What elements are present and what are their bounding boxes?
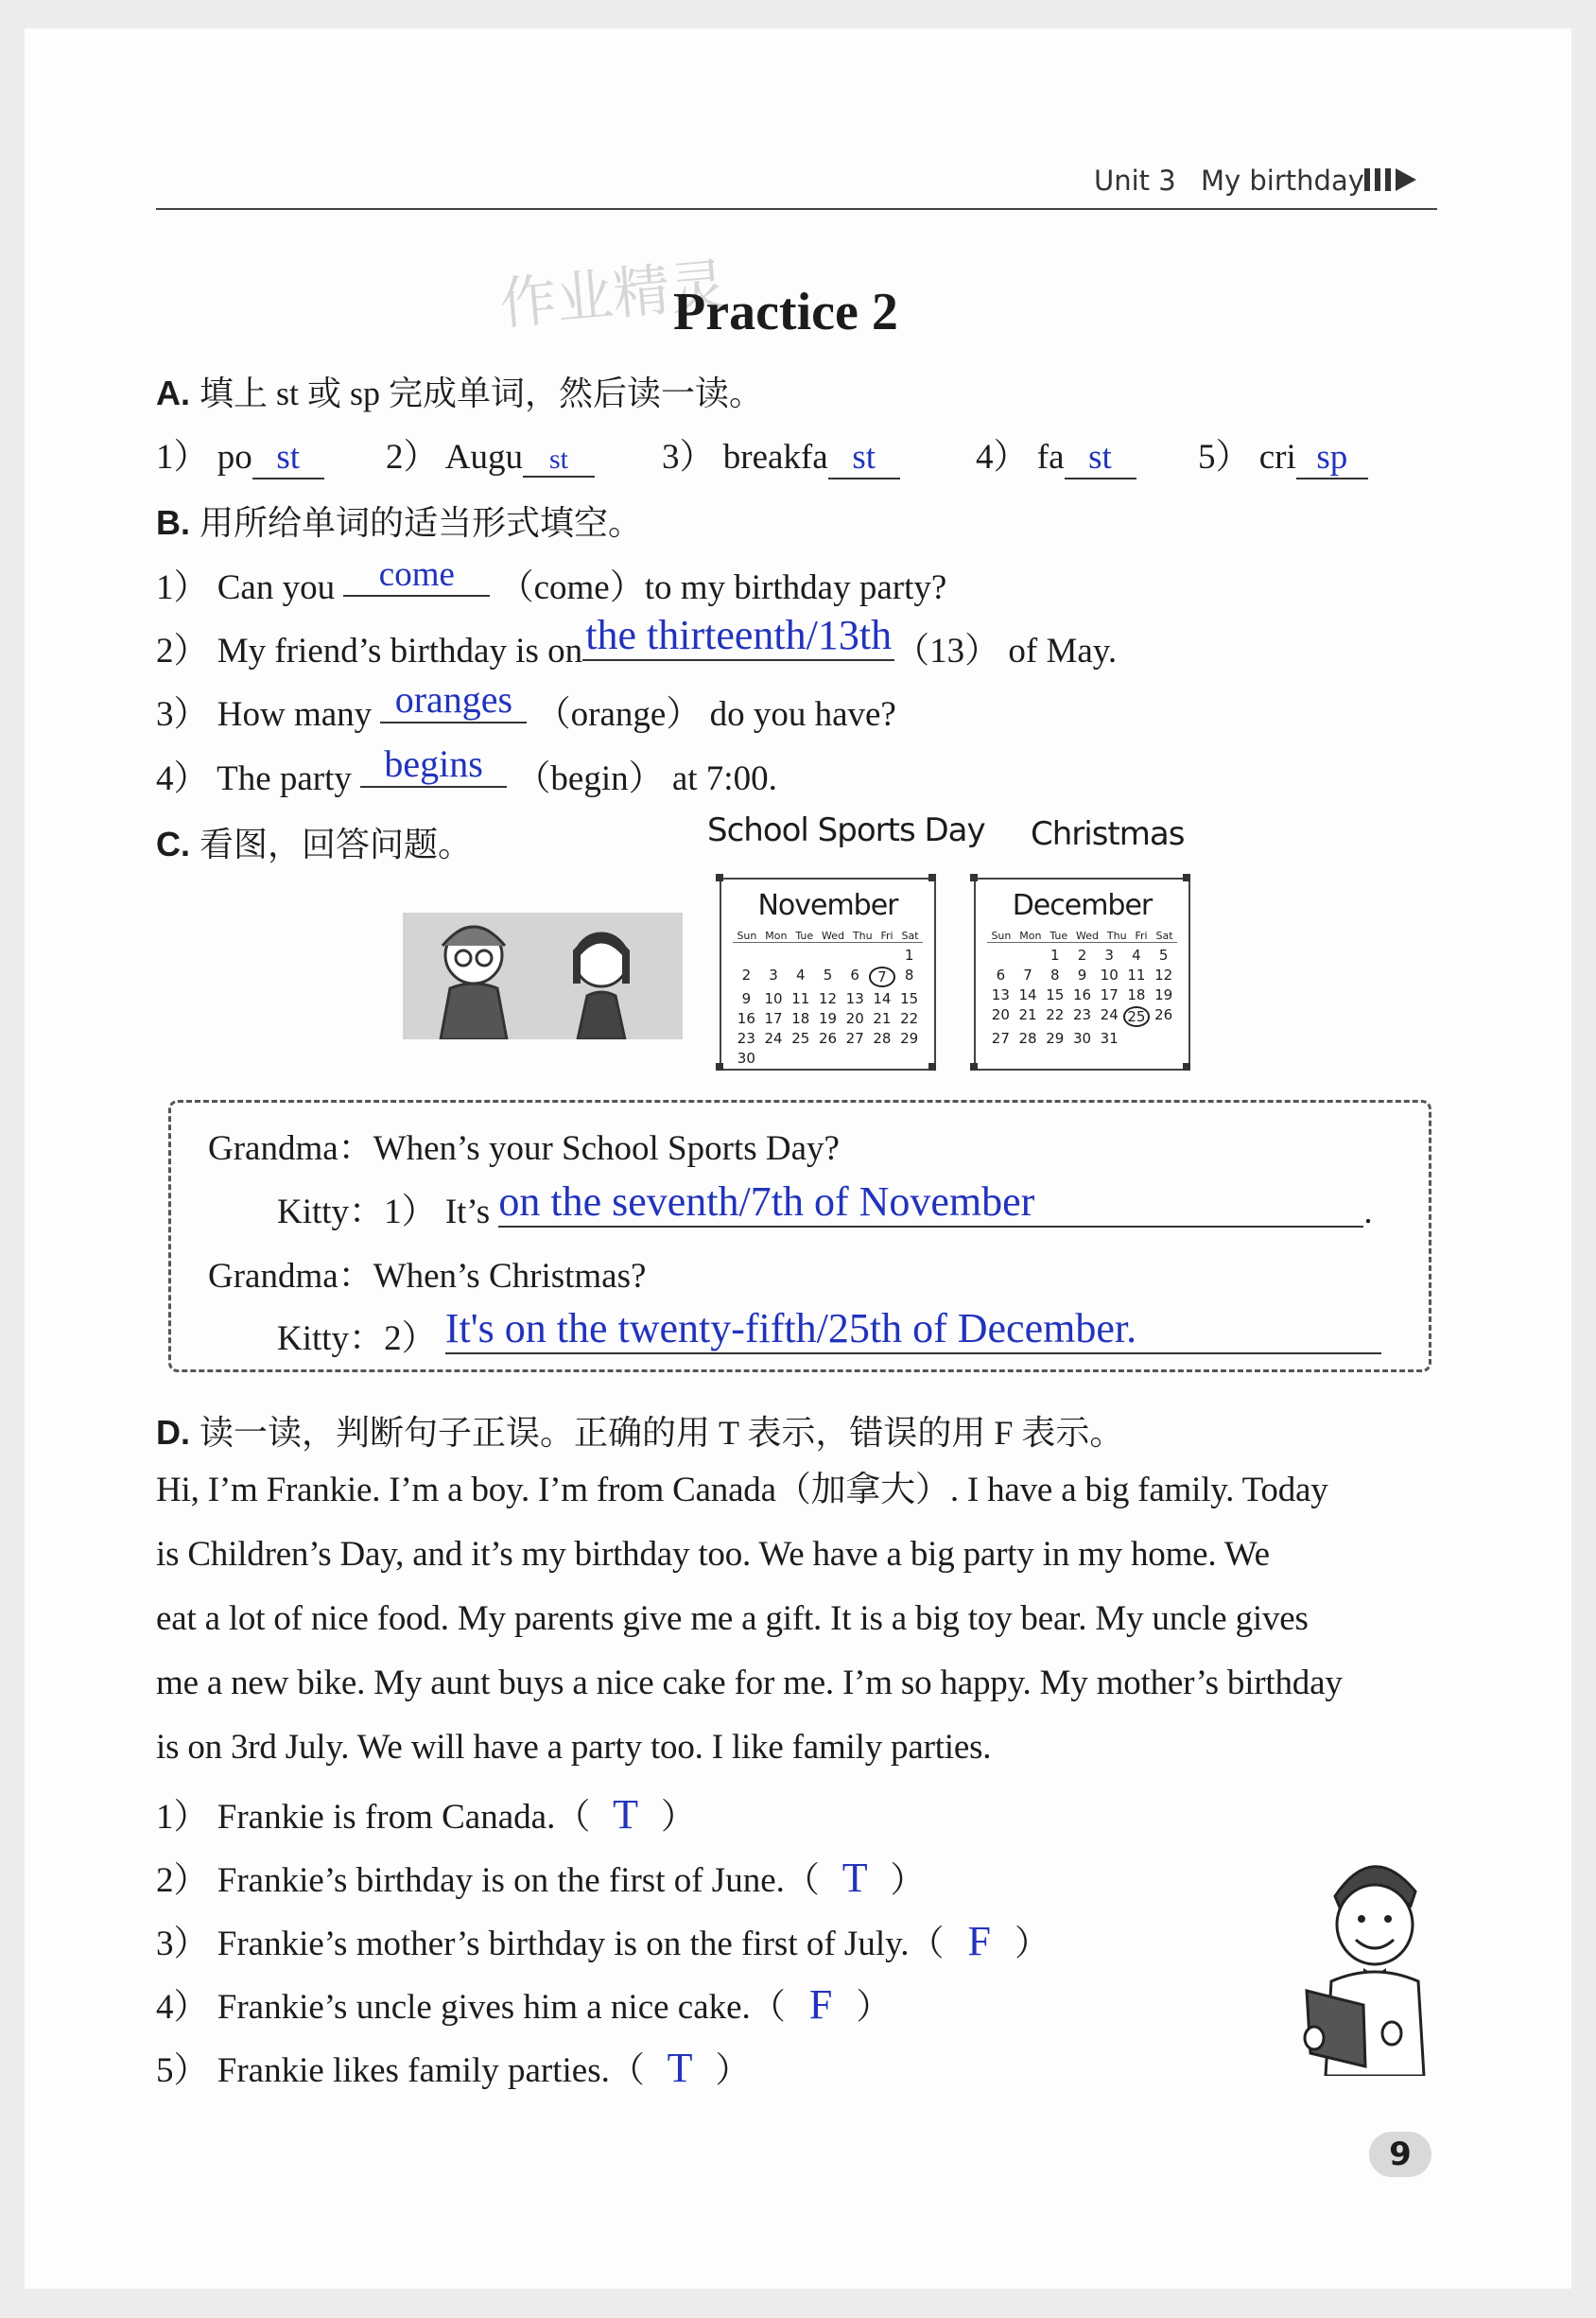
calendar-day: 2 (741, 967, 752, 984)
calendar-day: 10 (1100, 967, 1119, 984)
calendar-day: 19 (818, 1010, 838, 1027)
calendar-day: 11 (791, 990, 810, 1007)
answer-d3[interactable]: F (967, 1918, 991, 1964)
calendar-day: 12 (1154, 967, 1173, 984)
grandma-kitty-illustration (403, 913, 683, 1039)
calendar-day: 9 (1077, 967, 1087, 984)
calendar-weekdays (733, 930, 923, 943)
calendar-day: 9 (741, 990, 752, 1007)
judge-item-3: 3） Frankie’s mother’s birthday is on the first of July.（ F ） (156, 1918, 1050, 1964)
answer-d4[interactable]: F (808, 1981, 833, 2028)
calendar-day: 13 (991, 986, 1010, 1003)
calendar-day: 26 (1154, 1006, 1173, 1023)
calendar-day: 12 (818, 990, 838, 1007)
section-b-item-4: 4） The party begins （begin） at 7:00. (156, 742, 777, 798)
calendar-day: 11 (1127, 967, 1146, 984)
dialog-line-1: Grandma：When’s your School Sports Day? (208, 1129, 840, 1168)
calendar-day: 30 (1072, 1030, 1092, 1047)
calendar-day: 15 (900, 990, 919, 1007)
calendar-month-title: December (1012, 889, 1153, 922)
passage-line: Hi, I’m Frankie. I’m a boy. I’m from Canada（加拿大）. I have a big family. Today (156, 1471, 1328, 1509)
calendar-day: 3 (1104, 947, 1114, 964)
calendar-day: 8 (1050, 967, 1060, 984)
calendar-day: 27 (845, 1030, 864, 1047)
weekday-label: Sun (991, 930, 1012, 942)
calendar-day: 28 (873, 1030, 892, 1047)
calendar-day: 6 (850, 967, 859, 984)
weekday-label: Mon (765, 930, 788, 942)
calendar-day: 17 (1100, 986, 1119, 1003)
section-a-item-1: 1） po st (156, 427, 324, 479)
section-b-heading: B. 用所给单词的适当形式填空。 (156, 503, 643, 542)
section-a-item-2: 2） Augu st (386, 427, 595, 479)
calendar-day: 7 (1023, 967, 1032, 984)
answer-c1[interactable]: on the seventh/7th of November (498, 1177, 1363, 1228)
calendar-month-title: November (757, 889, 898, 922)
calendar-day: 16 (1072, 986, 1092, 1003)
answer-d1[interactable]: T (613, 1791, 639, 1838)
caption-sports-day: School Sports Day (707, 811, 985, 849)
calendar-day (787, 947, 814, 964)
calendar-day: 20 (845, 1010, 864, 1027)
calendar-day: 4 (1132, 947, 1141, 964)
calendar-day: 17 (764, 1010, 783, 1027)
calendar-day: 14 (873, 990, 892, 1007)
passage-line: me a new bike. My aunt buys a nice cake for me. I’m so happy. My mother’s birthday (156, 1664, 1343, 1702)
caption-christmas: Christmas (1031, 815, 1185, 853)
passage-line: eat a lot of nice food. My parents give me a gift. It is a big toy bear. My uncle gives (156, 1599, 1309, 1638)
section-a-item-5: 5） cri sp (1198, 427, 1368, 479)
answer-b1[interactable]: come (343, 554, 490, 597)
calendar-day: 19 (1154, 986, 1173, 1003)
answer-d2[interactable]: T (841, 1855, 868, 1901)
calendar-december (974, 878, 1190, 1071)
page-number: 9 (1389, 2135, 1412, 2173)
calendar-day: 18 (791, 1010, 810, 1027)
calendar-day (841, 1050, 869, 1067)
calendar-day-circled: 25 (1123, 1006, 1151, 1027)
calendar-day: 25 (791, 1030, 810, 1047)
section-b-item-2: 2） My friend’s birthday is onthe thirteenth/13th（13） of May. (156, 612, 1118, 671)
weekday-label: Wed (822, 930, 845, 942)
answer-a2[interactable]: st (523, 444, 595, 478)
header-rule (156, 208, 1437, 210)
page-title: Practice 2 (673, 283, 898, 341)
calendar-day (841, 947, 869, 964)
calendar-day: 24 (1100, 1006, 1119, 1023)
calendar-day: 13 (845, 990, 864, 1007)
judge-item-1: 1） Frankie is from Canada.（ T ） (156, 1791, 696, 1838)
calendar-day: 29 (1046, 1030, 1065, 1047)
calendar-day: 22 (1046, 1006, 1065, 1023)
answer-c2[interactable]: It's on the twenty-fifth/25th of December. (445, 1304, 1381, 1354)
calendar-day (987, 947, 1015, 964)
calendar-day: 4 (796, 967, 806, 984)
judge-item-5: 5） Frankie likes family parties.（ T ） (156, 2045, 751, 2091)
calendar-day: 23 (1072, 1006, 1092, 1023)
calendar-day: 20 (991, 1006, 1010, 1023)
calendar-day: 21 (873, 1010, 892, 1027)
weekday-label: Sat (901, 930, 919, 942)
weekday-label: Sat (1155, 930, 1173, 942)
section-a-heading: A. 填上 st 或 sp 完成单词，然后读一读。 (156, 374, 764, 412)
calendar-day: 15 (1046, 986, 1065, 1003)
section-d-heading: D. 读一读，判断句子正误。正确的用 T 表示，错误的用 F 表示。 (156, 1413, 1124, 1452)
calendar-day (1015, 947, 1042, 964)
section-b-item-3: 3） How many oranges （orange） do you have? (156, 678, 896, 734)
calendar-day (760, 947, 788, 964)
calendar-day: 8 (904, 967, 914, 984)
calendar-day (869, 1050, 896, 1067)
calendar-day: 29 (900, 1030, 919, 1047)
calendar-day: 21 (1018, 1006, 1037, 1023)
calendar-day (733, 947, 760, 964)
dialog-line-2: Kitty：1） It’s on the seventh/7th of November . (277, 1178, 1373, 1231)
calendar-day: 1 (1050, 947, 1060, 964)
answer-a3[interactable]: st (828, 437, 900, 479)
calendar-day (814, 1050, 841, 1067)
calendar-day: 1 (904, 947, 914, 964)
calendar-day: 5 (823, 967, 833, 984)
calendar-day: 6 (996, 967, 1006, 984)
weekday-label: Fri (1135, 930, 1148, 942)
calendar-day (1123, 1030, 1151, 1047)
calendar-day: 23 (737, 1030, 755, 1047)
calendar-day: 10 (764, 990, 783, 1007)
calendar-day: 30 (737, 1050, 755, 1067)
calendar-weekdays (987, 930, 1177, 943)
section-c-heading: C. 看图，回答问题。 (156, 825, 473, 863)
calendar-day: 5 (1158, 947, 1169, 964)
unit-title: My birthday (1201, 165, 1364, 197)
answer-b4[interactable]: begins (360, 741, 507, 788)
dialog-line-4: Kitty：2） It's on the twenty-fifth/25th of December. (277, 1309, 1381, 1362)
dialog-line-3: Grandma：When’s Christmas? (208, 1257, 647, 1296)
watermark: 作业精灵 (496, 252, 730, 339)
weekday-label: Thu (852, 930, 873, 942)
judge-item-2: 2） Frankie’s birthday is on the first of June.（ T ） (156, 1855, 926, 1901)
calendar-november (720, 878, 936, 1071)
calendar-day-circled: 7 (869, 967, 896, 987)
reading-passage (156, 1458, 1343, 1780)
weekday-label: Fri (880, 930, 893, 942)
unit-label: Unit 3 (1094, 165, 1176, 197)
answer-a1[interactable]: st (252, 437, 324, 479)
calendar-day: 31 (1100, 1030, 1119, 1047)
calendar-day (1150, 1030, 1177, 1047)
calendar-day (814, 947, 841, 964)
calendar-day (869, 947, 896, 964)
weekday-label: Wed (1076, 930, 1100, 942)
weekday-label: Thu (1106, 930, 1127, 942)
header-arrow-icon (1364, 166, 1440, 195)
answer-b3[interactable]: oranges (380, 677, 527, 723)
section-b-item-1: 1） Can you come （come）to my birthday party? (156, 555, 947, 607)
calendar-day: 18 (1127, 986, 1146, 1003)
calendar-grid (987, 947, 1177, 1050)
weekday-label: Sun (737, 930, 757, 942)
calendar-day: 22 (900, 1010, 919, 1027)
judge-item-4: 4） Frankie’s uncle gives him a nice cake.（ F ） (156, 1981, 892, 2028)
calendar-day: 14 (1018, 986, 1037, 1003)
passage-line: is Children’s Day, and it’s my birthday too. We have a big party in my home. We (156, 1535, 1270, 1574)
answer-a5[interactable]: sp (1296, 437, 1368, 479)
passage-line: is on 3rd July. We will have a party too. I like family parties. (156, 1728, 992, 1767)
calendar-day (760, 1050, 788, 1067)
answer-a4[interactable]: st (1065, 437, 1136, 479)
section-a-item-4: 4） fa st (976, 427, 1136, 479)
calendar-grid (733, 947, 923, 1067)
weekday-label: Tue (795, 930, 814, 942)
calendar-day: 3 (769, 967, 778, 984)
weekday-label: Tue (1050, 930, 1068, 942)
calendar-day: 24 (764, 1030, 783, 1047)
calendar-day: 27 (991, 1030, 1010, 1047)
calendar-day: 16 (737, 1010, 755, 1027)
calendar-day (895, 1050, 923, 1067)
calendar-day (787, 1050, 814, 1067)
calendar-day: 2 (1077, 947, 1087, 964)
answer-d5[interactable]: T (667, 2045, 693, 2091)
answer-b2[interactable]: the thirteenth/13th (582, 611, 894, 661)
calendar-day: 28 (1018, 1030, 1037, 1047)
boy-with-book-illustration (1297, 1839, 1449, 2076)
section-a-item-3: 3） breakfa st (662, 427, 900, 479)
calendar-day: 26 (818, 1030, 838, 1047)
weekday-label: Mon (1019, 930, 1042, 942)
